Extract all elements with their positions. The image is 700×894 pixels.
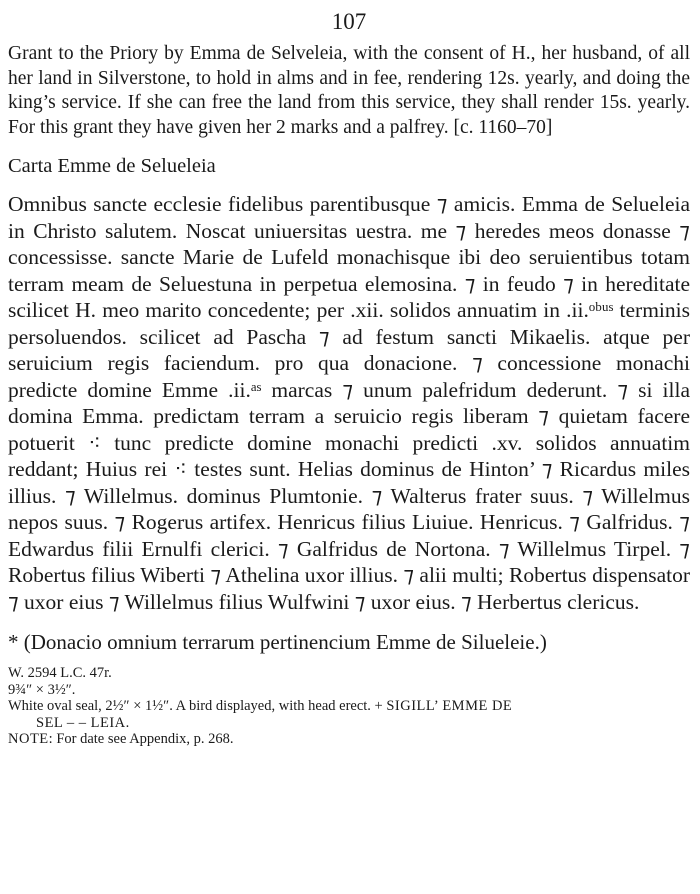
- notes: [8, 665, 690, 748]
- seal-description-text: White oval seal, 2½″ × 1½″. A bird displayed, with head erect. +: [8, 698, 387, 714]
- date-note: [8, 731, 690, 748]
- note-label: NOTE: [8, 731, 49, 747]
- page-number: 107: [331, 9, 367, 34]
- document-title: Carta Emme de Selueleia: [8, 155, 216, 177]
- charter-summary: Grant to the Priory by Emma de Selveleia, with the consent of H., her husband, of all her land in Silverstone, to hold in alms and in fee, rendering 12s. yearly, and doing the king’s service. If she can free the land from this service, they shall render 15s. yearly. For this grant they have given her 2 marks and a palfrey. [c. 1160–70]: [8, 43, 690, 138]
- archive-reference: W. 2594 L.C. 47r.: [8, 665, 112, 681]
- document-dimensions: 9¾″ × 3½″.: [8, 681, 76, 698]
- seal-legend-2: SEL – – LEIA.: [36, 714, 130, 731]
- seal-description: [8, 698, 690, 715]
- seal-legend-1: SIGILL’ EMME DE: [386, 698, 513, 714]
- endorsement: * (Donacio omnium terrarum pertinencium Emme de Silueleie.): [8, 630, 547, 654]
- note-text: : For date see Appendix, p. 268.: [48, 731, 234, 747]
- charter-text: Omnibus sancte ecclesie fidelibus parentibusque ⁊ amicis. Emma de Selueleia in Christo salutem. Noscat uniuersitas uestra. me ⁊ heredes meos donasse ⁊ concessisse. sancte Marie de Lufeld monachisque ibi deo seruientibus totam terram meam de Seluestuna in perpetua elemosina. ⁊ in feudo ⁊ in hereditate scilicet H. meo marito concedente; per .xii. solidos annuatim in .ii.ᵒᵇᵘˢ terminis persoluendos. scilicet ad Pascha ⁊ ad festum sancti Mikaelis. atque per seruicium regis faciendum. pro qua donacione. ⁊ concessione monachi predicte domine Emme .ii.ᵃˢ marcas ⁊ unum palefridum dederunt. ⁊ si illa domina Emma. predictam terram a seruicio regis liberam ⁊ quietam facere potuerit ⁖ tunc predicte domine monachi predicti .xv. solidos annuatim reddant; Huius rei ⁖ testes sunt. Helias dominus de Hinton’ ⁊ Ricardus miles illius. ⁊ Willelmus. dominus Plumtonie. ⁊ Walterus frater suus. ⁊ Willelmus nepos suus. ⁊ Rogerus artifex. Henricus filius Liuiue. Henricus. ⁊ Galfridus. ⁊ Edwardus filii Ernulfi clerici. ⁊ Galfridus de Nortona. ⁊ Willelmus Tirpel. ⁊ Robertus filius Wiberti ⁊ Athelina uxor illius. ⁊ alii multi; Robertus dispensator ⁊ uxor eius ⁊ Willelmus filius Wulfwini ⁊ uxor eius. ⁊ Herbertus clericus.: [8, 192, 690, 614]
